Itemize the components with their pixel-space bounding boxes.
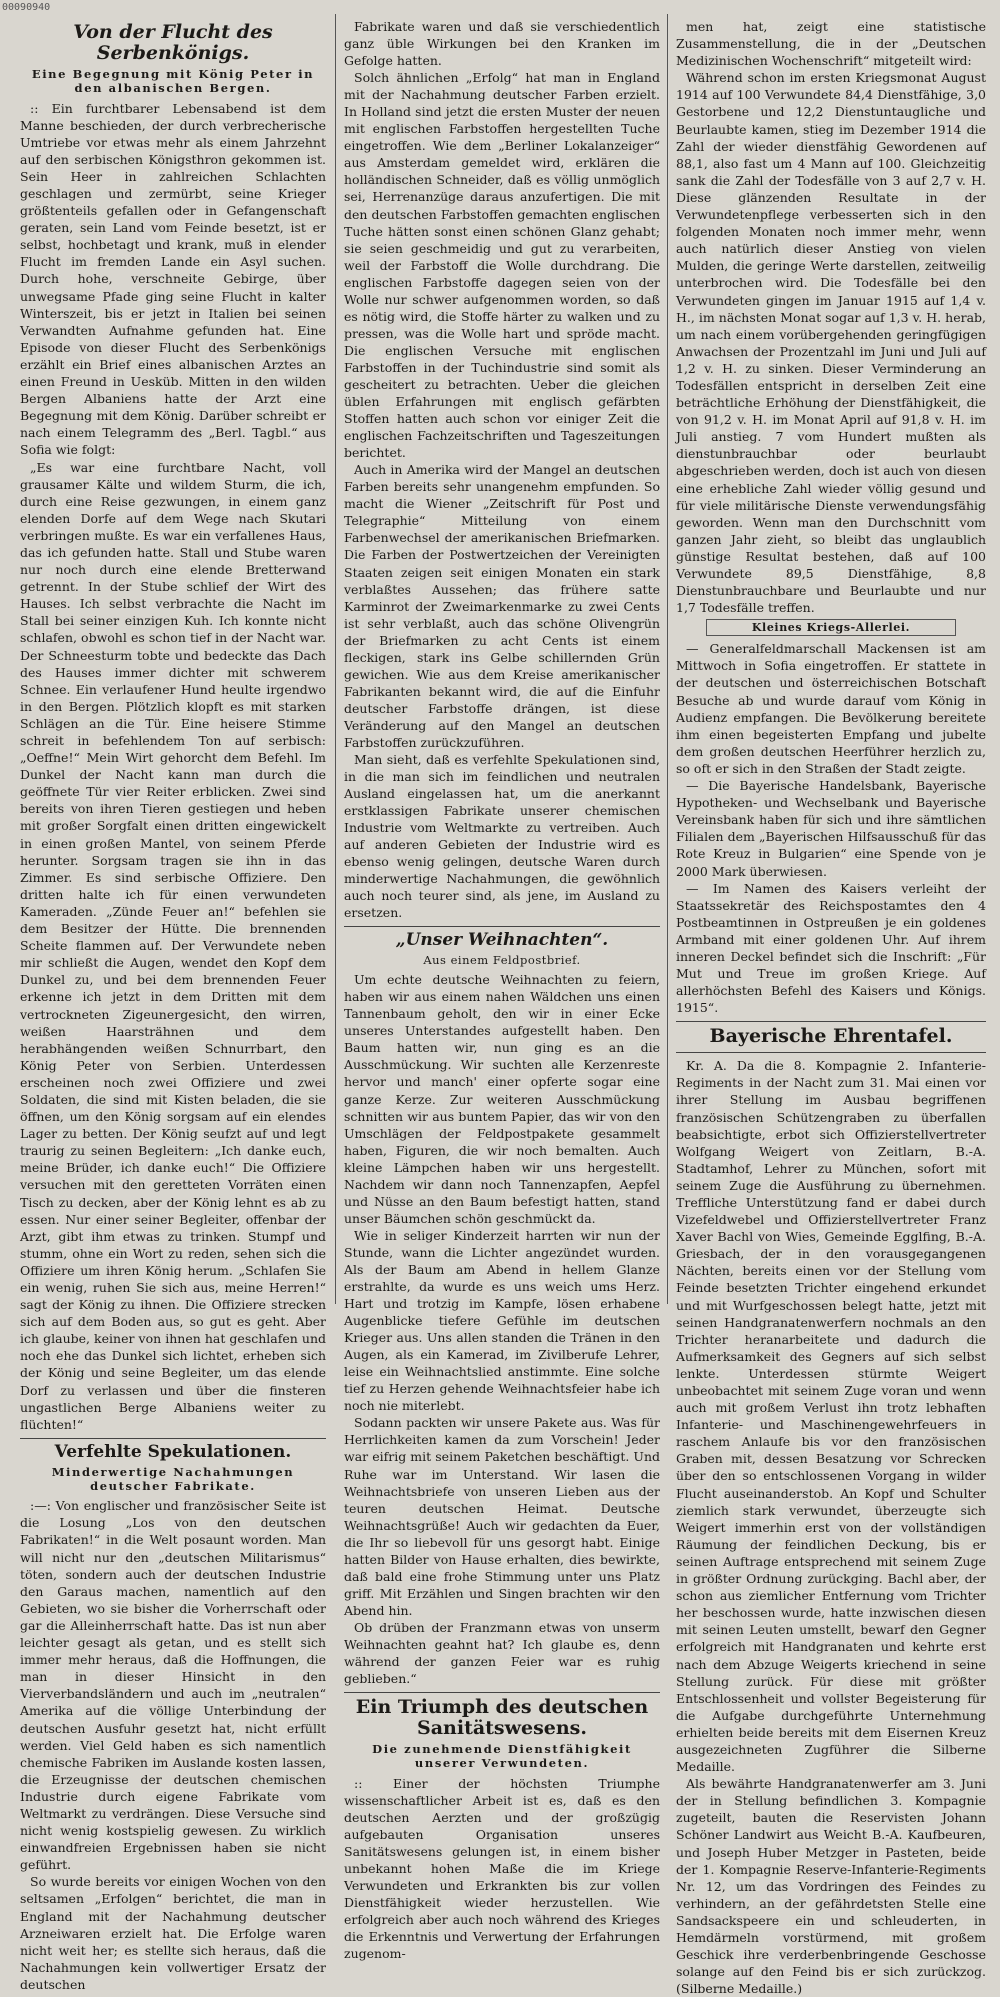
article-title-ehrentafel: Bayerische Ehrentafel. [709,1025,953,1048]
column-3 [676,18,986,1997]
article-title-weihnachten: „Unser Weihnachten“. [395,930,609,951]
divider [676,1052,986,1053]
paragraph: Wie in seliger Kinderzeit harrten wir nun der Stunde, wann die Lichter angezündet wurden. Als der Baum am Abend in hellem Glanze erstrahlte, da wurde es uns weich ums Herz. Hart und trotzig im Kampfe, lösen erhabene Augenblicke tiefere Gefühle im deutschen Krieger aus. Uns allen standen die Tränen in den Augen, als ein Kamerad, im Zivilberufe Lehrer, leise ein Weihnachtslied anstimmte. Eine solche tief zu Herzen gehende Weihnachtsfeier habe ich noch nie miterlebt. [344,1227,660,1414]
paragraph: men hat, zeigt eine statistische Zusammenstellung, die in der „Deutschen Medizinischen Wochenschrift“ mitgeteilt wird: [676,19,986,69]
column-2 [344,18,660,1962]
article-title-serbenkoenig: Von der Flucht des Serbenkönigs. [73,21,273,64]
paragraph: So wurde bereits vor einigen Wochen von den seltsamen „Erfolgen“ berichtet, die man in England mit der Nachahmung deutscher Arzneiwaren erzielt hat. Die Erfolge waren nicht weit her; es stellte sich heraus, daß die Nachahmungen kein vollwertiger Ersatz der deutschen [20,1874,326,1992]
paragraph: :: Einer der höchsten Triumphe wissenschaftlicher Arbeit ist es, daß es den deutschen Aerzten und der großzügig aufgebauten Organisation unseres Sanitätswesens gelungen ist, in einem bisher unbekannt hohen Maße die im Kriege Verwundeten und Erkrankten bis zur vollen Dienstfähigkeit wieder herzustellen. Wie erfolgreich aber auch noch während des Krieges die Erkenntnis und Verwertung der Erfahrungen zugenom- [344,1775,660,1962]
column-1 [20,18,326,1992]
paragraph: Sodann packten wir unsere Pakete aus. Was für Herrlichkeiten kamen da zum Vorschein! Jeder war eifrig mit seinem Paketchen beschäftigt. Und Ruhe war im Unterstand. Wir lasen die Weihnachtsbriefe von unseren Lieben aus der teuren deutschen Heimat. Deutsche Weihnachtsgrüße! Auch wir gedachten da Euer, die Ihr so liebevoll für uns gesorgt habt. Einige hatten Bilder von Hause erhalten, dies bewirkte, daß bald eine frohe Stimmung unter uns Platz griff. Mit Erzählen und Singen brachten wir den Abend hin. [344,1415,660,1618]
page-id: 00090940 [2,2,51,13]
divider [344,1692,660,1693]
paragraph: Kr. A. Da die 8. Kompagnie 2. Infanterie-Regiments in der Nacht zum 31. Mai einen vor ihrer Stellung im Ausbau begriffenen französischen Schützengraben zu überfallen beabsichtigte, erbot sich Offizierstellvertreter Wolfgang Weigert von Zeitlarn, B.-A. Stadtamhof, Lehrer zu München, sofort mit seinem Zuge die Ausführung zu übernehmen. Treffliche Unterstützung fand er dabei durch Vizefeldwebel und Offizierstellvertreter Franz Xaver Bachl von Wies, Gemeinde Egglfing, B.-A. Griesbach, der in den vorausgegangenen Nächten, bereits einen vor der Stellung vom Feinde besetzten Trichter eingehend erkundet und mit Wurfgeschossen belegt hatte, jetzt mit seinen Handgranatenwerfern nochmals an den Trichter heranarbeitete und dadurch die Aufmerksamkeit des Gegners auf sich selbst lenkte. Unterdessen stürmte Weigert unbeobachtet mit seinem Zuge voran und wenn auch mit großem Verlust ihn trotz lebhaften Infanterie- und Maschinengewehrfeuers in raschem Anlaufe bis vor den französischen Graben mit, dessen Besatzung vor Schrecken über den so entschlossenen Vorgang in wilder Flucht auseinanderstob. An Kopf und Schulter ziemlich stark verwundet, überzeugte sich Weigert immerhin erst von der vollständigen Räumung der feindlichen Deckung, bis er seinen Auftrage entsprechend mit seinem Zuge in größter Ordnung zurückging. Bachl aber, der schon aus ziemlicher Entfernung vom Trichter her beschossen wurde, hatte inzwischen diesen mit seinen Leuten umstellt, bewarf den Gegner erfolgreich mit Handgranaten und kehrte erst nach dem Abzuge Weigerts kriechend in seine Stellung zurück. Für diese mit größter Entschlossenheit und vollster Begeisterung für die Aufgabe durchgeführte Unternehmung erhielten beide bereits mit dem Eisernen Kreuz ausgezeichneten Zugführer die Silberne Medaille. [676,1058,986,1775]
article-subtitle-spekulationen: Minderwertige Nachahmungen deutscher Fabrikate. [51,1464,295,1493]
article-subtitle-weihnachten: Aus einem Feldpostbrief. [423,953,581,968]
column-rule-1 [335,14,336,1304]
paragraph: — Im Namen des Kaisers verleiht der Staatssekretär des Reichspostamtes den 4 Postbeamtinnen in Ostpreußen je ein goldenes Armband mit einer goldenen Uhr. Auf ihrem inneren Deckel befindet sich die Inschrift: „Für Mut und Treue im großen Kriege. Auf allerhöchsten Befehl des Kaisers und Königs. 1915“. [676,880,986,1016]
section-box-kriegs-allerlei: Kleines Kriegs-Allerlei. [706,619,956,636]
paragraph: Fabrikate waren und daß sie verschiedentlich ganz üble Wirkungen bei den Kranken im Gefolge hatten. [344,19,660,69]
paragraph: Während schon im ersten Kriegsmonat August 1914 auf 100 Verwundete 84,4 Dienstfähige, 3,0 Gestorbene und 12,2 Dienstuntaugliche und Beurlaubte kamen, stieg im Dezember 1914 die Zahl der wieder dienstfähig Gewordenen auf 88,1, also fast um 4 Mann auf 100. Gleichzeitig sank die Zahl der Todesfälle von 3 auf 2,7 v. H. Diese glänzenden Resultate in der Verwundetenpflege verbesserten sich in den folgenden Monaten noch immer mehr, wenn auch natürlich dieser Anstieg von vielen Mulden, die geringe Werte darstellen, zeitweilig unterbrochen wird. Die Todesfälle bei den Verwundeten gingen im Januar 1915 auf 1,4 v. H., im nächsten Monat sogar auf 1,3 v. H. herab, um nach einem vorübergehenden geringfügigen Anwachsen der Prozentzahl im Juni und Juli auf 1,2 v. H. zu sinken. Dieser Verminderung an Todesfällen entspricht in derselben Zeit eine beträchtliche Erhöhung der Dienstfähigkeit, die von 91,2 v. H. im Monat April auf 91,8 v. H. im Juli anstieg. 7 vom Hundert mußten als dienstunbrauchbar oder beurlaubt abgeschrieben werden, doch ist auch von diesen eine erhebliche Zahl wieder völlig gesund und für viele militärische Dienste verwendungsfähig geworden. Wenn man den Durchschnitt vom ganzen Jahr zieht, so bleibt das unglaublich günstige Resultat bestehen, daß auf 100 Verwundete 89,5 Dienstfähige, 8,8 Dienstunbrauchbare und Beurlaubte und nur 1,7 Todesfälle treffen. [676,70,986,616]
divider [676,1021,986,1022]
paragraph: „Es war eine furchtbare Nacht, voll grausamer Kälte und wildem Sturm, die ich, durch eine Reise gezwungen, in einem ganz elenden Dorfe auf dem Wege nach Skutari verbringen mußte. Es war ein verfallenes Haus, das ich gefunden hatte. Stall und Stube waren nur noch durch eine elende Bretterwand getrennt. In der Stube schlief der Wirt des Hauses. Ich selbst verbrachte die Nacht im Stall bei seiner einzigen Kuh. Ich konnte nicht schlafen, obwohl es schon tief in der Nacht war. Der Schneesturm tobte und bedeckte das Dach des Hauses immer dichter mit schwerem Schnee. Ein verlaufener Hund heulte irgendwo in den Bergen. Plötzlich klopft es mit starken Schlägen an die Tür. Eine heisere Stimme schreit in befehlendem Ton auf serbisch: „Oeffne!“ Mein Wirt gehorcht dem Befehl. Im Dunkel der Nacht kann man durch die geöffnete Tür vier Reiter erblicken. Zwei sind bereits von ihren Tieren gestiegen und heben mit großer Sorgfalt einen dritten eingewickelt in einen großen Mantel, von seinem Pferde herunter. Sorgsam tragen sie ihn in das Zimmer. Es sind serbische Offiziere. Den dritten halte ich für einen verwundeten Kameraden. „Zünde Feuer an!“ befehlen sie dem Besitzer der Hütte. Die brennenden Scheite flammen auf. Der Verwundete neben mir schließt die Augen, wendet den Kopf dem Dunkel zu, und bei dem brennenden Feuer erkenne ich jetzt in dem Dritten mit dem vertrockneten Zigeunergesicht, den wirren, weißen Haarsträhnen und dem herabhängenden weißen Schnurrbart, den König Peter von Serbien. Unterdessen erscheinen noch zwei Offiziere und zwei Soldaten, die sind mit Kisten beladen, die sie öffnen, um den König sorgsam auf ein elendes Lager zu betten. Der König seufzt auf und legt traurig zu seinen Begleitern: „Ich danke euch, meine Brüder, ich danke euch!“ Die Offiziere versuchen mit den geretteten Vorräten einen Tisch zu decken, aber der König lehnt es ab zu essen. Nur einer seiner Begleiter, offenbar der Arzt, gibt ihm etwas zu trinken. Stumpf und stumm, ohne ein Wort zu reden, sehen sich die Offiziere um ihren König herum. „Schlafen Sie ein wenig, ruhen Sie sich aus, meine Herren!“ sagt der König zu ihnen. Die Offiziere strecken sich auf dem Boden aus, so gut es geht. Aber ich glaube, keiner von ihnen hat geschlafen und noch ehe das Dunkel sich lichtet, erheben sich der König und seine Begleiter, um das elende Dorf zu verlassen und über die finsteren ungastlichen Berge Albaniens weiter zu flüchten!“ [20,459,326,1432]
paragraph: Solch ähnlichen „Erfolg“ hat man in England mit der Nachahmung deutscher Farben erzielt. In Holland sind jetzt die ersten Muster der neuen mit englischen Farbstoffen hergestellten Tuche eingetroffen. Wie dem „Berliner Lokalanzeiger“ aus Amsterdam gemeldet wird, erklären die holländischen Schneider, daß es völlig unmöglich sei, Herrenanzüge daraus anzufertigen. Die mit den deutschen Farbstoffen gemachten englischen Tuche hätten sonst einen schönen Glanz gehabt; sie seien geschmeidig und gut zu verarbeiten, weil der Farbstoff die Wolle durchdrang. Die englischen Farbstoffe dagegen seien von der Wolle nur schwer aufgenommen worden, so daß es nötig wird, die Stoffe härter zu walken und zu pressen, was die Wolle hart und spröde macht. Die englischen Versuche mit englischen Farbstoffen in der Tuchindustrie sind somit als gescheitert zu betrachten. Ueber die gleichen üblen Erfahrungen mit englisch gefärbten Stoffen hatten auch schon vor einiger Zeit die englischen Fachzeitschriften und Tageszeitungen berichtet. [344,70,660,461]
paragraph: Man sieht, daß es verfehlte Spekulationen sind, in die man sich im feindlichen und neutralen Ausland eingelassen hat, um die anerkannt erstklassigen Fabrikate unserer chemischen Industrie vom Weltmarkte zu vertreiben. Auch auf anderen Gebieten der Industrie wird es ebenso wenig gelingen, deutsche Waren durch minderwertige Nachahmungen, die gewöhnlich auch noch teurer sind, als jene, im Ausland zu ersetzen. [344,752,660,921]
paragraph: Als bewährte Handgranatenwerfer am 3. Juni der in Stellung befindlichen 3. Kompagnie zugeteilt, bauten die Reservisten Johann Schöner Landwirt aus Weicht B.-A. Kaufbeuren, und Joseph Huber Metzger in Pasteten, beide der 1. Kompagnie Reserve-Infanterie-Regiments Nr. 12, um das Vordringen des Feindes zu verhindern, an der gefährdetsten Stelle eine Sandsackspeere ein und schleuderten, in Hemdärmeln vorstürmend, mit großem Geschick ihre verderbenbringende Geschosse solange auf den Feind bis er sich zurückzog. (Silberne Medaille.) [676,1776,986,1997]
paragraph: — Die Bayerische Handelsbank, Bayerische Hypotheken- und Wechselbank und Bayerische Vereinsbank haben für sich und ihre sämtlichen Filialen dem „Bayerischen Hilfsausschuß für das Rote Kreuz in Bulgarien“ eine Spende von je 2000 Mark überwiesen. [676,778,986,879]
paragraph: Ob drüben der Franzmann etwas von unserm Weihnachten geahnt hat? Ich glaube es, denn während der ganzen Feier war es ruhig geblieben.“ [344,1619,660,1687]
article-subtitle-serbenkoenig: Eine Begegnung mit König Peter in den albanischen Bergen. [31,66,315,96]
column-rule-2 [667,14,668,1304]
paragraph: Auch in Amerika wird der Mangel an deutschen Farben bereits sehr unangenehm empfunden. So macht die Wiener „Zeitschrift für Post und Telegraphie“ Mitteilung von einem Farbenwechsel der amerikanischen Briefmarken. Die Farben der Postwertzeichen der Vereinigten Staaten zeigen seit einigen Monaten ein stark verblaßtes Aussehen; das frühere satte Karminrot der Zweimarkenmarke zu zwei Cents ist sehr verblaßt, auch das schöne Olivengrün der Briefmarken zu acht Cents ist einem fleckigen, stark ins Gelbe schillernden Grün gewichen. Wie aus dem Kreise amerikanischer Fabrikanten bekannt wird, die auf die Einfuhr deutscher Farbstoffe drängen, ist diese Veränderung auf den Mangel an deutschen Farbstoffen zurückzuführen. [344,462,660,750]
paragraph: :—: Von englischer und französischer Seite ist die Losung „Los von den deutschen Fabrikaten!“ in die Welt posaunt worden. Man will nicht nur den „deutschen Militarismus“ töten, sondern auch der deutschen Industrie den Garaus machen, namentlich auf den Gebieten, wo sie bisher die Vorherrschaft oder gar die Alleinherrschaft hatte. Das ist nun aber leichter gesagt als getan, und es stellt sich immer mehr heraus, daß die Hoffnungen, die man in dieser Hinsicht in den Vierverbandsländern und auch im „neutralen“ Amerika auf die völlige Unterbindung der deutschen Ausfuhr gesetzt hat, nicht erfüllt werden. Viel Geld haben es sich namentlich chemische Fabriken im Auslande kosten lassen, die Erzeugnisse der deutschen chemischen Industrie durch eigene Fabrikate vom Weltmarkt zu verdrängen. Diese Versuche sind nicht wenig kostspielig gewesen. Zu wirklich einwandfreien Ergebnissen haben sie nicht geführt. [20,1498,326,1873]
article-title-spekulationen: Verfehlte Spekulationen. [54,1441,292,1462]
divider [20,1438,326,1439]
article-title-sanitaetswesen: Ein Triumph des deutschen Sanitätswesens. [355,1696,649,1740]
divider [344,926,660,927]
paragraph: — Generalfeldmarschall Mackensen ist am Mittwoch in Sofia eingetroffen. Er stattete in der deutschen und österreichischen Botschaft Besuche ab und wurde darauf vom König in Audienz empfangen. Die Bevölkerung bereitete ihm einen begeisterten Empfang und jubelte dem großen deutschen Heerführer herzlich zu, so oft er sich in den Straßen der Stadt zeigte. [676,641,986,776]
paragraph: Um echte deutsche Weihnachten zu feiern, haben wir aus einem nahen Wäldchen uns einen Tannenbaum geholt, den wir in einer Ecke unseres Unterstandes aufgestellt haben. Den Baum hatten wir, nun ging es an die Ausschmückung. Wir suchten alle Kerzenreste hervor und manch' einer opferte sogar eine ganze Kerze. Zur weiteren Ausschmückung schnitten wir aus buntem Papier, das wir von den Umschlägen der Feldpostpakete gesammelt haben, Figuren, die wir noch bemalten. Auch kleine Lämpchen haben wir uns hergestellt. Nachdem wir dann noch Tannenzapfen, Aepfel und Nüsse an den Baum befestigt hatten, stand unser Bäumchen schön geschmückt da. [344,972,660,1226]
article-subtitle-sanitaetswesen: Die zunehmende Dienstfähigkeit unserer Verwundeten. [372,1741,632,1771]
paragraph: :: Ein furchtbarer Lebensabend ist dem Manne beschieden, der durch verbrecherische Umtriebe vor etwas mehr als einem Jahrzehnt auf den serbischen Königsthron gekommen ist. Sein Heer in zahlreichen Schlachten geschlagen und zermürbt, seine Krieger größtenteils gefallen oder in Gefangenschaft geraten, sein Land vom Feinde besetzt, ist er selbst, hochbetagt und krank, muß in elender Flucht im fremden Lande ein Asyl suchen. Durch hohe, verschneite Gebirge, über unwegsame Pfade ging seine Flucht in kalter Winterszeit, bis er jetzt in Italien bei seinen Verwandten Aufnahme gefunden hat. Eine Episode von dieser Flucht des Serbenkönigs erzählt ein Brief eines albanischen Arztes an einen Freund in Uesküb. Mitten in den wilden Bergen Albaniens hatte der Arzt eine Begegnung mit dem König. Darüber schreibt er nach einem Telegramm des „Berl. Tagbl.“ aus Sofia wie folgt: [20,100,326,458]
